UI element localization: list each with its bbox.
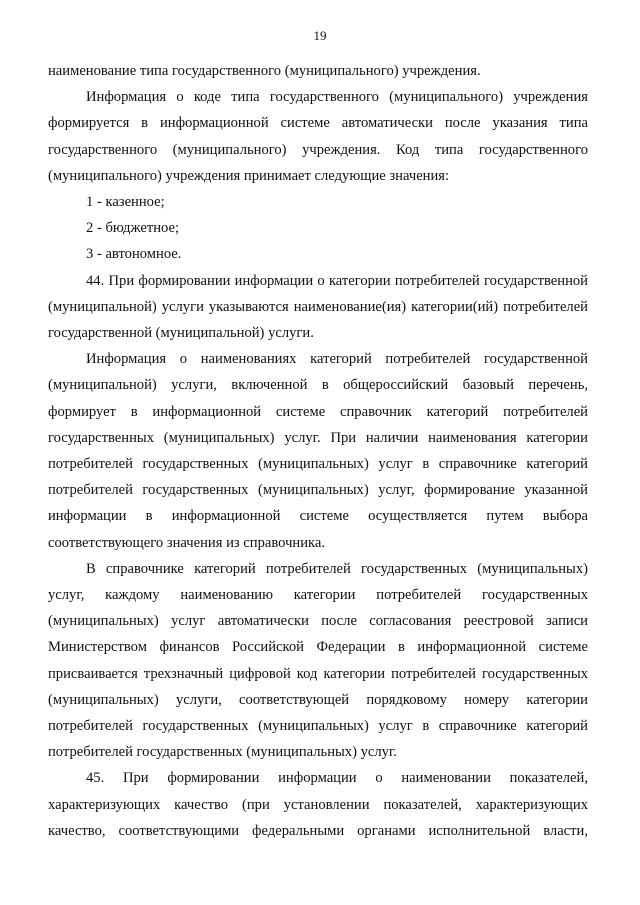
page-number: 19 [313,28,327,43]
paragraph-continuation: наименование типа государственного (муниципального) учреждения. [48,63,481,79]
list-item-byudzhetnoe: 2 - бюджетное; [86,220,180,237]
paragraph-44: 44. При формировании информации о категории потребителей государственной (муниципальной) услуги указываются наименование(ия) категории(ий) потребителей государственной (муниципальной) услуги. [48,272,588,342]
paragraph-45: 45. При формировании информации о наименовании показателей, характеризующих качество (при установлении показателей, характеризующих качество, соответствующими федеральными органами исполнительной власти, [48,770,588,839]
document-body [48,58,588,844]
paragraph-category-names-info: Информация о наименованиях категорий потребителей государственной (муниципальной) услуги, включенной в общероссийский базовый перечень, формирует в информационной системе справочник категорий потребителей государственных (муниципальных) услуг. При наличии наименования категории потребителей государственных (муниципальных) услуг в справочнике категорий потребителей государственных (муниципальных) услуг, формирование указанной информации в информационной системе осуществляется путем выбора соответствующего значения из справочника. [48,351,588,551]
paragraph-type-code-info: Информация о коде типа государственного (муниципального) учреждения формируется в информационной системе автоматически после указания типа государственного (муниципального) учреждения. Код типа государственного (муниципального) учреждения принимает следующие значения: [48,89,588,184]
list-item-avtonomnoe: 3 - автономное. [86,246,182,263]
paragraph-category-code: В справочнике категорий потребителей государственных (муниципальных) услуг, каждому наименованию категории потребителей государственных (муниципальных) услуг автоматически после согласования реестровой записи Министерством финансов Российской Федерации в информационной системе присваивается трехзначный цифровой код категории потребителей государственных (муниципальных) услуги, соответствующей порядковому номеру категории потребителей государственных (муниципальных) услуг в справочнике категорий потребителей государственных (муниципальных) услуг. [48,560,588,761]
list-item-kazennoe: 1 - казенное; [86,194,165,211]
